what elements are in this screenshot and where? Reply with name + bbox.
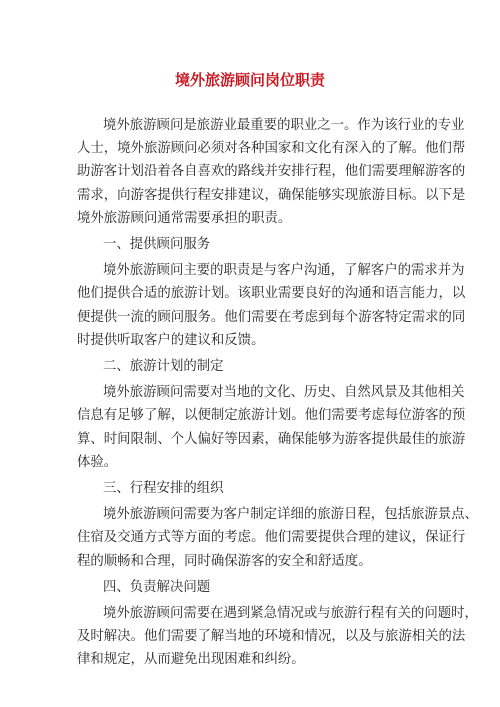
paragraph-line: 境外旅游顾问主要的职责是与客户沟通，了解客户的需求并为 — [103, 263, 465, 279]
paragraph-line: 境外旅游顾问需要对当地的文化、历史、自然风景及其他相关 — [103, 385, 465, 401]
section-heading-planning: 二、旅游计划的制定 — [103, 359, 224, 375]
paragraph-line: 及时解决。他们需要了解当地的环境和情况，以及与旅游相关的法 — [77, 629, 466, 645]
intro-line: 境外旅游顾问是旅游业最重要的职业之一。作为该行业的专业 — [103, 118, 465, 133]
paragraph-line: 时提供听取客户的建议和反馈。 — [77, 332, 265, 348]
intro-line: 境外旅游顾问通常需要承担的职责。 — [77, 210, 292, 226]
paragraph-line: 住宿及交通方式等方面的考虑。他们需要提供合理的建议，保证行 — [77, 530, 466, 546]
paragraph-line: 程的顺畅和合理，同时确保游客的安全和舒适度。 — [77, 553, 372, 569]
document-body — [77, 114, 478, 672]
section-heading-itinerary: 三、行程安排的组织 — [103, 481, 224, 497]
section-paragraph-problem-solving — [77, 602, 478, 672]
paragraph-line: 体验。 — [77, 454, 118, 470]
paragraph-line: 他们提供合适的旅游计划。该职业需要良好的沟通和语言能力，以 — [77, 286, 466, 302]
paragraph-line: 信息有足够了解，以便制定旅游计划。他们需要考虑每位游客的预 — [77, 408, 466, 424]
document-title: 境外旅游顾问岗位职责 — [174, 71, 325, 89]
paragraph-line: 算、时间限制、个人偏好等因素，确保能够为游客提供最佳的旅游 — [77, 431, 466, 447]
section-paragraph-planning — [77, 381, 466, 474]
intro-line: 人士，境外旅游顾问必须对各种国家和文化有深入的了解。他们帮 — [77, 141, 466, 157]
intro-line: 助游客计划沿着各自喜欢的路线并安排行程，他们需要理解游客的 — [77, 164, 466, 180]
paragraph-line: 境外旅游顾问需要为客户制定详细的旅游日程，包括旅游景点、 — [103, 507, 478, 523]
section-paragraph-itinerary — [77, 503, 478, 573]
paragraph-line: 便提供一流的顾问服务。他们需要在考虑到每个游客特定需求的同 — [77, 309, 466, 325]
paragraph-line: 律和规定，从而避免出现困难和纠纷。 — [77, 652, 305, 668]
intro-paragraph — [77, 114, 466, 230]
section-heading-consulting: 一、提供顾问服务 — [103, 237, 211, 253]
paragraph-line: 境外旅游顾问需要在遇到紧急情况或与旅游行程有关的问题时， — [103, 606, 478, 622]
section-paragraph-consulting — [77, 259, 466, 352]
section-heading-problem-solving: 四、负责解决问题 — [103, 579, 211, 595]
intro-line: 需求，向游客提供行程安排建议，确保能够实现旅游目标。以下是 — [77, 187, 466, 203]
